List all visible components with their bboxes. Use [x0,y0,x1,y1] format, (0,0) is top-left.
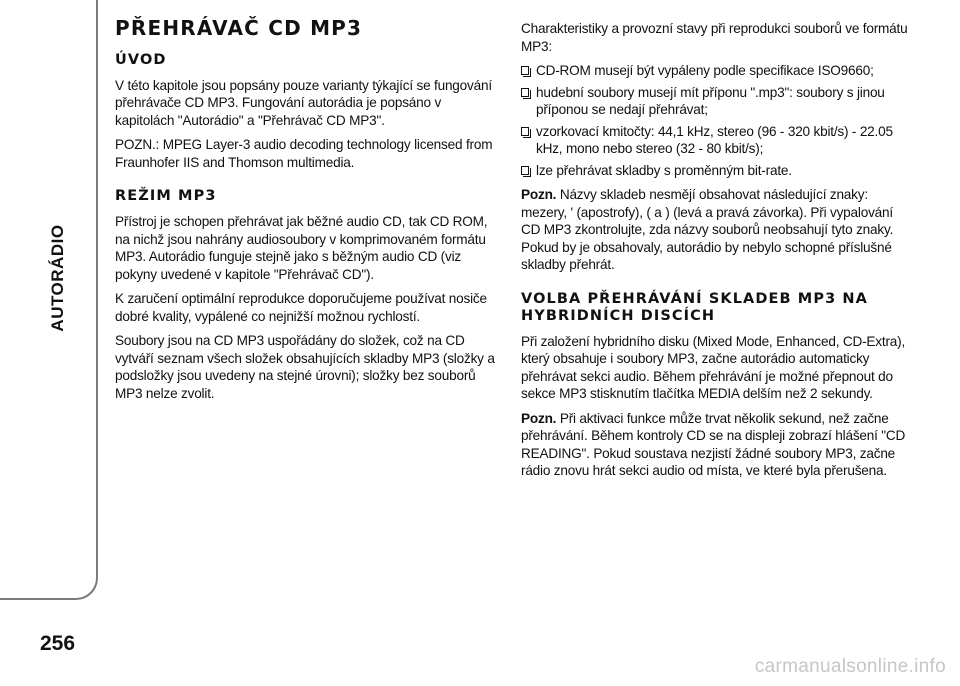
page-number: 256 [40,632,76,655]
paragraph: Charakteristiky a provozní stavy při reprodukci souborů ve formátu MP3: [521,21,908,54]
note-label: Pozn. [521,410,557,426]
paragraph: Přístroj je schopen přehrávat jak běžné audio CD, tak CD ROM, na nichž jsou nahrány audiosoubory v komprimovaném formátu MP3. Autorádio funguje stejně jako s běžným audio CD (viz pokyny uvedené v kapitole "Přehrávač CD"). [115,214,488,282]
list-item: lze přehrávat skladby s proměnným bit-rate. [521,162,911,180]
checklist [521,62,911,179]
page-title: PŘEHRÁVAČ CD MP3 [115,16,363,40]
watermark: carmanualsonline.info [754,656,946,677]
list-item: CD-ROM musejí být vypáleny podle specifikace ISO9660; [521,62,911,80]
checkbox-bullet-icon [521,88,529,97]
right-column [521,20,911,487]
section-heading-intro: ÚVOD [115,51,167,68]
note: Pozn. Při aktivaci funkce může trvat několik sekund, než začne přehrávání. Během kontroly CD se na displeji zobrazí hlášení "CD READING". Pokud soustava nezjistí žádné soubory MP3, začne rádio znovu hrát sekci audio od místa, ve které byla přerušena. [521,410,906,478]
section-heading-mode: REŽIM MP3 [115,188,217,204]
note-label: Pozn. [521,187,557,202]
checkbox-bullet-icon [521,127,529,136]
paragraph: V této kapitole jsou popsány pouze varianty týkající se fungování přehrávače CD MP3. Fungování autorádia je popsáno v kapitolách "Autorádio" a "Přehrávač CD MP3". [115,77,492,128]
checkbox-bullet-icon [521,66,529,75]
paragraph: Při založení hybridního disku (Mixed Mode, Enhanced, CD-Extra), který obsahuje i soubory MP3, začne autorádio automaticky přehrávat sekci audio. Během přehrávání je možné přepnout do sekce MP3 stisknutím tlačítka MEDIA delším než 2 sekundy. [521,333,906,401]
checkbox-bullet-icon [521,166,529,175]
chapter-tab-label: AUTORÁDIO [48,224,67,332]
list-item: vzorkovací kmitočty: 44,1 kHz, stereo (96 - 320 kbit/s) - 22.05 kHz, mono nebo stereo (32 - 80 kbit/s); [521,123,911,158]
paragraph: POZN.: MPEG Layer-3 audio decoding technology licensed from Fraunhofer IIS and Thomson multimedia. [115,137,493,170]
section-heading-select: VOLBA PŘEHRÁVÁNÍ SKLADEB MP3 NA HYBRIDNÍCH DISCÍCH [521,290,868,324]
list-item: hudební soubory musejí mít příponu ".mp3": soubory s jinou příponou se nedají přehrávat; [521,84,911,119]
paragraph: K zaručení optimální reprodukce doporučujeme používat nosiče dobré kvality, vypálené co nejnižší možnou rychlostí. [115,291,487,324]
paragraph: Soubory jsou na CD MP3 uspořádány do složek, což na CD vytváří seznam všech složek obsahujících skladby MP3 (složky a podsložky jsou uvedeny na stejné úrovni); složky bez souborů MP3 nelze zvolit. [115,333,495,401]
note: Pozn. Názvy skladeb nesmějí obsahovat následující znaky: mezery, ' (apostrofy), ( a ) (levá a pravá závorka). Při vypalování CD MP3 zkontrolujte, zda názvy souborů neobsahují tyto znaky. Pokud by je obsahovaly, autorádio by nebylo schopné příslušné skladby přehrát. [521,187,894,272]
left-column [115,16,503,409]
chapter-tab [0,0,98,600]
